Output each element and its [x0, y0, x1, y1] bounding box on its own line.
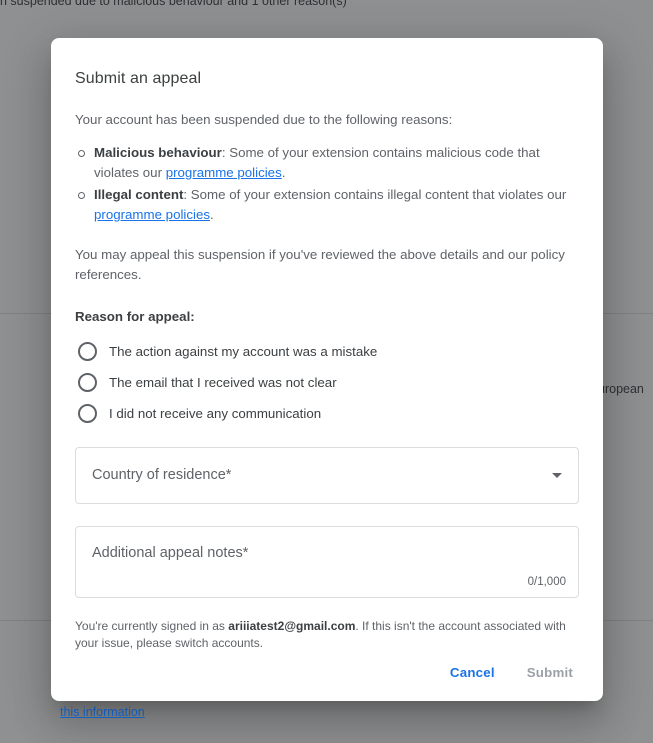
submit-button[interactable]: Submit: [513, 656, 587, 689]
appeal-reason-radio-group: [75, 336, 579, 429]
programme-policies-link-0[interactable]: programme policies: [165, 165, 282, 181]
signed-in-email: ariiiatest2@gmail.com: [228, 618, 356, 633]
list-item: [75, 143, 579, 183]
radio-option-label-2: I did not receive any communication: [109, 405, 322, 421]
reason-text-before-1: : Some of your extension contains illegal content that violates our: [183, 187, 567, 203]
appeal-dialog: [51, 38, 603, 701]
country-of-residence-select[interactable]: [75, 447, 579, 504]
country-select-placeholder: Country of residence*: [92, 467, 232, 484]
reason-for-appeal-label: Reason for appeal:: [75, 308, 195, 324]
reason-text-after-1: .: [210, 207, 214, 223]
background-bottom-link-2[interactable]: this information: [60, 705, 145, 719]
programme-policies-link-1[interactable]: programme policies: [94, 207, 211, 223]
appeal-note-text: You may appeal this suspension if you've reviewed the above details and our policy references.: [75, 247, 565, 282]
radio-circle-icon: [78, 373, 97, 392]
dialog-actions: [436, 656, 587, 689]
background-bottom-link-2-wrap: [60, 705, 145, 719]
reason-text-before-0: : Some of your extension contains malicious code that violates our: [94, 145, 540, 181]
character-counter: 0/1,000: [527, 575, 566, 588]
signed-in-notice: [75, 618, 579, 653]
reason-label-0: Malicious behaviour: [94, 145, 222, 161]
dialog-intro-text: Your account has been suspended due to the following reasons:: [75, 112, 453, 127]
cancel-button[interactable]: Cancel: [436, 656, 509, 689]
reason-text-after-0: .: [281, 165, 286, 181]
notes-placeholder: Additional appeal notes*: [92, 544, 249, 561]
suspension-reason-list: [75, 143, 579, 225]
additional-appeal-notes-input[interactable]: [75, 526, 579, 598]
dialog-body: [51, 38, 603, 653]
dialog-title: Submit an appeal: [75, 70, 202, 87]
signed-in-suffix: . If this isn't the account associated with your issue, please switch accounts.: [75, 618, 566, 651]
radio-option-email-unclear[interactable]: [75, 367, 579, 398]
radio-option-no-communication[interactable]: [75, 398, 579, 429]
chevron-down-icon: [552, 473, 562, 478]
radio-option-label-0: The action against my account was a mistake: [109, 343, 378, 359]
list-item: [75, 185, 579, 225]
radio-circle-icon: [78, 404, 97, 423]
radio-option-mistake[interactable]: [75, 336, 579, 367]
signed-in-prefix: You're currently signed in as: [75, 618, 229, 633]
radio-circle-icon: [78, 342, 97, 361]
radio-option-label-1: The email that I received was not clear: [109, 374, 337, 390]
reason-label-1: Illegal content: [94, 187, 184, 203]
